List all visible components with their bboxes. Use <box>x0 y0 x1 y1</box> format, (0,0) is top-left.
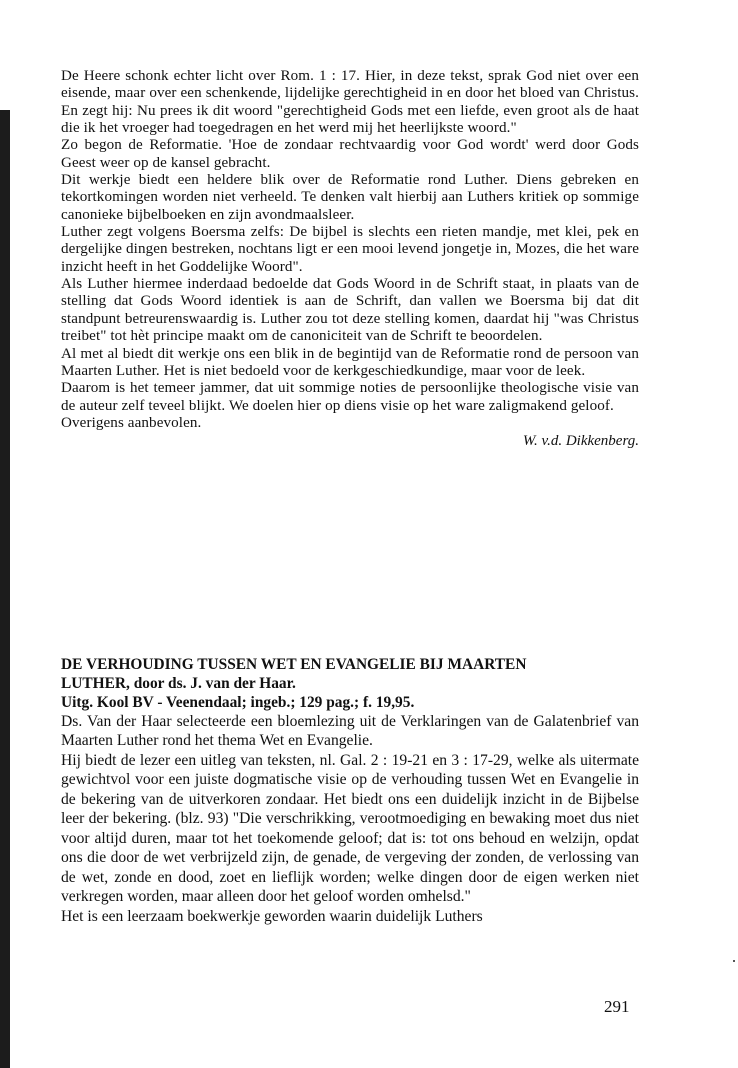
binding-shadow <box>0 110 10 1068</box>
page-number: 291 <box>604 997 630 1016</box>
book-title-line-1: DE VERHOUDING TUSSEN WET EN EVANGELIE BIJ MAARTEN <box>61 656 527 673</box>
scan-speck <box>733 960 735 962</box>
reviewer-signature: W. v.d. Dikkenberg. <box>522 433 639 450</box>
paragraph: Het is een leerzaam boekwerkje geworden waarin duidelijk Luthers <box>61 907 483 925</box>
review-2 <box>61 655 639 926</box>
paragraph: Als Luther hiermee inderdaad bedoelde dat Gods Woord in de Schrift staat, in plaats van de stelling dat Gods Woord identiek is aan de Schrift, dan vallen we Boersma bij dat dit standpunt betreurenswaardig is. Luther zou tot deze stelling komen, daardat hij "was Christus treibet" tot hèt principe maakt om de canoniciteit van de Schrift te beoordelen. <box>61 276 639 345</box>
publisher-info: Uitg. Kool BV - Veenendaal; ingeb.; 129 pag.; f. 19,95. <box>61 694 415 711</box>
book-title-line-2: LUTHER, door ds. J. van der Haar. <box>61 675 296 692</box>
paragraph: Al met al biedt dit werkje ons een blik in de begintijd van de Reformatie rond de persoon van Maarten Luther. Het is niet bedoeld voor de kerkgeschiedkundige, maar voor de leek. <box>61 345 639 379</box>
paragraph: Overigens aanbevolen. <box>61 414 202 431</box>
paragraph: Ds. Van der Haar selecteerde een bloemlezing uit de Verklaringen van de Galatenbrief van Maarten Luther rond het thema Wet en Evangelie. <box>61 713 639 750</box>
paragraph: Daarom is het temeer jammer, dat uit sommige noties de persoonlijke theologische visie van de auteur zelf teveel blijkt. We doelen hier op diens visie op het ware zaligmakend geloof. <box>61 380 639 414</box>
paragraph: Zo begon de Reformatie. 'Hoe de zondaar rechtvaardig voor God wordt' werd door Gods Geest weer op de kansel gebracht. <box>61 137 639 171</box>
paragraph: Luther zegt volgens Boersma zelfs: De bijbel is slechts een rieten mandje, met klei, pek en dergelijke dingen bestreken, nochtans ligt er een mooi levend jongetje in, Mozes, die het ware inzicht heeft in het Goddelijke Woord". <box>61 224 639 275</box>
paragraph: Hij biedt de lezer een uitleg van teksten, nl. Gal. 2 : 19-21 en 3 : 17-29, welke als uitermate gewichtvol voor een juiste dogmatische visie op de verhouding tussen Wet en Evangelie in de bekering van de uitverkoren zondaar. Het biedt ons een duidelijk inzicht in de Bijbelse leer der bekering. (blz. 93) "Die verschrikking, verootmoediging en bewaking moet dus niet voor altijd duren, maar tot het toekomende geloof; dat is: tot ons behoud en welzijn, opdat ons die door de wet verbrijzeld zijn, de genade, de vergeving der zonden, de verlossing van de wet, zonde en dood, zoet en lieflijk worden; welke dingen door de eigen werken niet verkregen worden, maar alleen door het geloof worden omhelsd." <box>61 751 639 906</box>
paragraph: De Heere schonk echter licht over Rom. 1 : 17. Hier, in deze tekst, sprak God niet over een eisende, maar over een schenkende, lijdelijke gerechtigheid in en door het bloed van Christus. En zegt hij: Nu prees ik dit woord "gerechtigheid Gods met een liefde, even groot als de haat die ik het vroeger had toegedragen en het werd mij het heerlijkste woord." <box>61 68 639 137</box>
review-1 <box>61 68 639 450</box>
paragraph: Dit werkje biedt een heldere blik over de Reformatie rond Luther. Diens gebreken en tekortkomingen worden niet verheeld. Te denken valt hierbij aan Luthers kritiek op sommige canonieke bijbelboeken en zijn avondmaalsleer. <box>61 172 639 223</box>
